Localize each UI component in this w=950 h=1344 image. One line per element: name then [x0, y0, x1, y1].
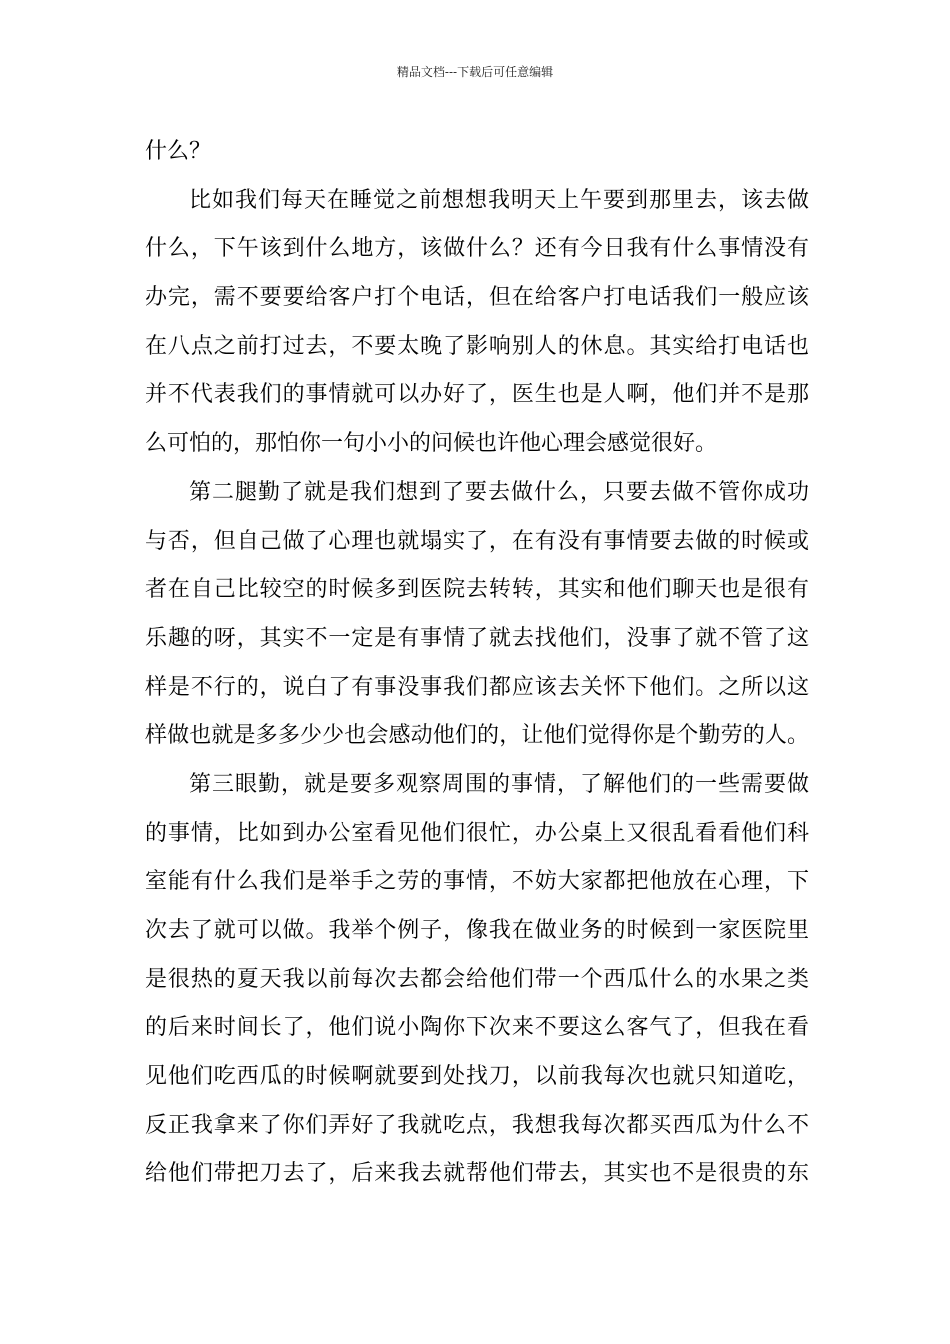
paragraph-first-line: 第二腿勤了就是我们想到了要去做什么，只要去做不管你成功 [189, 479, 809, 505]
text-line: 乐趣的呀，其实不一定是有事情了就去找他们，没事了就不管了这 [145, 625, 809, 651]
text-line: 的事情，比如到办公室看见他们很忙，办公桌上又很乱看看他们科 [145, 820, 809, 846]
text-line: 反正我拿来了你们弄好了我就吃点，我想我每次都买西瓜为什么不 [145, 1112, 809, 1138]
text-line: 办完，需不要要给客户打个电话，但在给客户打电话我们一般应该 [145, 285, 809, 311]
text-line: 给他们带把刀去了，后来我去就帮他们带去，其实也不是很贵的东 [145, 1161, 809, 1187]
text-line: 者在自己比较空的时候多到医院去转转，其实和他们聊天也是很有 [145, 577, 809, 603]
paragraph-first-line: 第三眼勤，就是要多观察周围的事情，了解他们的一些需要做 [189, 771, 809, 797]
text-line: 么可怕的，那怕你一句小小的问候也许他心理会感觉很好。 [145, 431, 718, 457]
text-line: 次去了就可以做。我举个例子，像我在做业务的时候到一家医院里 [145, 918, 809, 943]
text-line: 并不代表我们的事情就可以办好了，医生也是人啊，他们并不是那 [145, 382, 809, 408]
text-line: 是很热的夏天我以前每次去都会给他们带一个西瓜什么的水果之类 [145, 966, 809, 992]
text-line: 见他们吃西瓜的时候啊就要到处找刀，以前我每次也就只知道吃， [145, 1064, 809, 1090]
text-line: 的后来时间长了，他们说小陶你下次来不要这么客气了，但我在看 [145, 1015, 809, 1041]
body-text [145, 128, 809, 1199]
text-line: 在八点之前打过去，不要太晚了影响别人的休息。其实给打电话也 [145, 333, 809, 359]
page-header: 精品文档---下载后可任意编辑 [396, 65, 554, 79]
text-line: 样做也就是多多少少也会感动他们的，让他们觉得你是个勤劳的人。 [145, 723, 809, 749]
text-line: 什么？ [145, 139, 212, 164]
paragraph-first-line: 比如我们每天在睡觉之前想想我明天上午要到那里去，该去做 [189, 187, 809, 213]
text-line: 样是不行的，说白了有事没事我们都应该去关怀下他们。之所以这 [145, 674, 809, 700]
text-line: 室能有什么我们是举手之劳的事情，不妨大家都把他放在心理，下 [145, 869, 809, 895]
text-line: 与否，但自己做了心理也就塌实了，在有没有事情要去做的时候或 [145, 528, 809, 554]
text-line: 什么，下午该到什么地方，该做什么？还有今日我有什么事情没有 [145, 236, 809, 262]
